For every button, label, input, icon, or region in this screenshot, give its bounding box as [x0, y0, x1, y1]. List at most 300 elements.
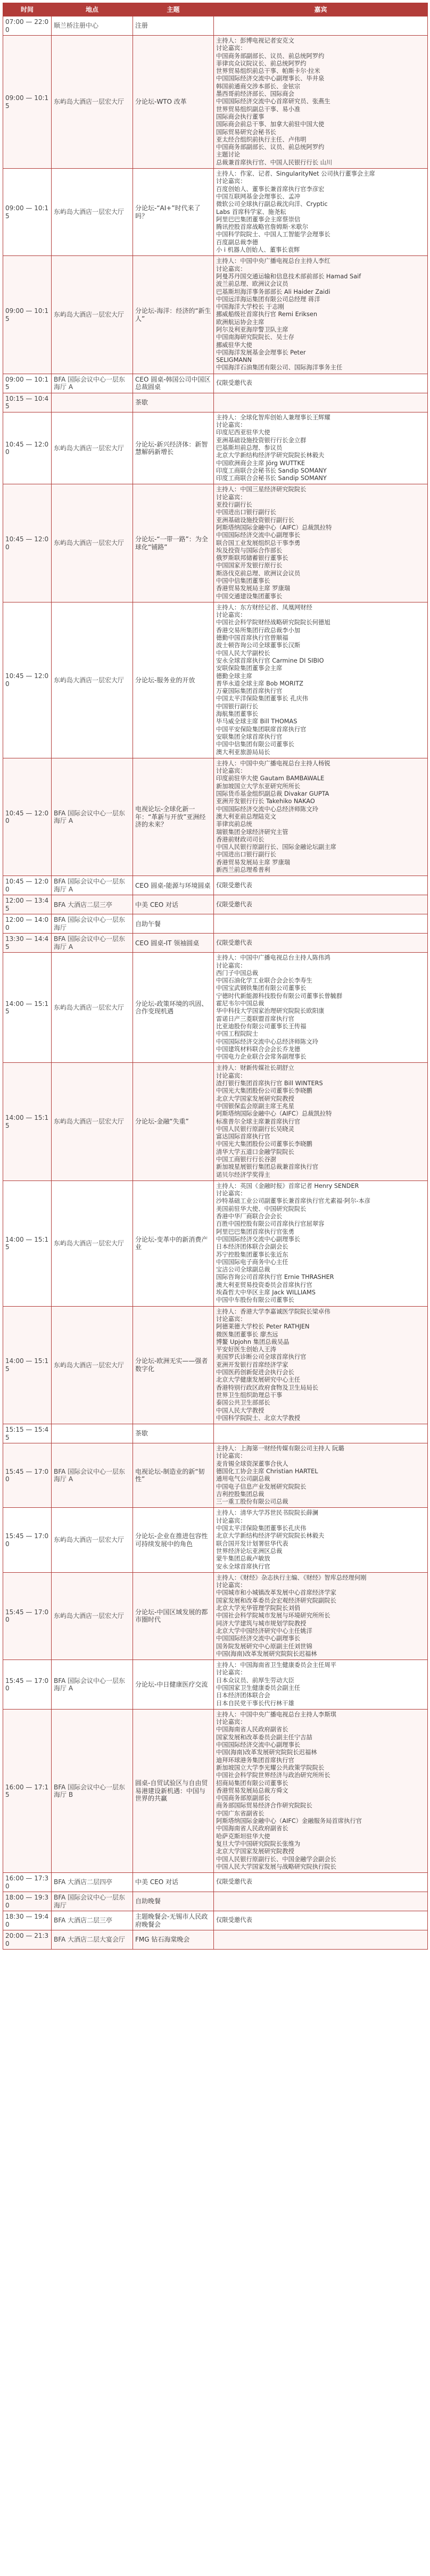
- guest-line: 韩国前通商交涉本部长、金铉宗: [216, 82, 301, 90]
- session-guests: [214, 953, 428, 1063]
- guest-line: 北京大学国家发展研究院教授: [216, 1095, 294, 1102]
- guest-line: 中国社会科学院财经战略研究院院长何德旭: [216, 619, 330, 626]
- guest-line: 毕马威全球主席 Bill THOMAS: [216, 718, 297, 725]
- guest-line: 澳大利亚前总理陆克文: [216, 813, 276, 820]
- guest-line: 亚洲开发银行行长 Takehiko NAKAO: [216, 798, 315, 805]
- schedule-row: [3, 1572, 428, 1659]
- guest-line: 中国国家卫生健康委员会副主任: [216, 1685, 301, 1691]
- guest-line: 中国平安保险集团联席首席执行官: [216, 725, 307, 733]
- schedule-row: [3, 914, 428, 934]
- session-venue: BFA 大酒店二层三亭: [52, 1911, 133, 1930]
- session-time: 13:30 — 14:45: [3, 934, 52, 953]
- guest-line: 中国商务部副部长、议员、前总统阿罗约: [216, 52, 325, 60]
- guest-line: 麦肯锡全球资深董事合伙人: [216, 1460, 288, 1467]
- guest-line: 北京大学中国经济研究中心主任姚洋: [216, 1627, 312, 1634]
- guest-line: 主持人：英国《金融时报》首席记者 Henry SENDER: [216, 1182, 359, 1190]
- guest-line: 中国国际经济交流中心首席研究员、张燕生: [216, 98, 330, 105]
- session-topic: 分论坛-政策环境的巩固、合作变现机遇: [133, 953, 214, 1063]
- session-topic: FMG 钻石海棠晚会: [133, 1930, 214, 1950]
- session-topic: 分论坛-金融“失重”: [133, 1063, 214, 1180]
- schedule-row: [3, 758, 428, 876]
- session-topic: 茶歇: [133, 1424, 214, 1443]
- guest-line: 诺贝尔经济学奖得主: [216, 1171, 270, 1178]
- guest-line: 中国交通建设集团董事长: [216, 592, 283, 600]
- session-topic: CEO 圆桌-IT 领袖圆桌: [133, 934, 214, 953]
- guest-line: 安永全球首席执行官: [216, 1563, 270, 1570]
- session-topic: 电视论坛-制造业的新“韧性”: [133, 1443, 214, 1508]
- session-guests: [214, 374, 428, 393]
- session-venue: 东屿岛大酒店一层宏大厅: [52, 953, 133, 1063]
- guest-line: 日本经济团体联合会副会长: [216, 1243, 288, 1251]
- header-time: 时间: [3, 3, 52, 16]
- session-topic: 中美 CEO 对话: [133, 1873, 214, 1892]
- session-time: 15:45 — 17:00: [3, 1443, 52, 1508]
- guest-line: 主持人：中国海南省卫生健康委员会主任周平: [216, 1662, 336, 1669]
- schedule-row: [3, 256, 428, 374]
- guest-line: 美国罗氏诊断公司全球首席执行官: [216, 1353, 307, 1361]
- session-topic: 注册: [133, 16, 214, 36]
- guest-line: 中国海洋发展基金会理事长 Peter: [216, 349, 306, 356]
- guest-line: 主持人：全球化智库创始人兼理事长王辉耀: [216, 414, 330, 421]
- guest-line: 腾讯控股首席战略官詹姆斯·米歇尔: [216, 224, 309, 231]
- schedule-row: [3, 1911, 428, 1930]
- session-time: 15:15 — 15:45: [3, 1424, 52, 1443]
- schedule-row: [3, 1660, 428, 1710]
- guest-line: 标准普尔全球主席兼首席执行官: [216, 1118, 301, 1125]
- guest-line: 中国中车股份有限公司董事长: [216, 1297, 294, 1304]
- session-topic: 主题晚餐会-无锡市人民政府晚餐会: [133, 1911, 214, 1930]
- guest-line: 阿里巴巴集团首席执行官张勇: [216, 1228, 294, 1235]
- session-venue: 东屿岛大酒店一层宏大厅: [52, 256, 133, 374]
- guest-line: 俄罗斯联邦储蓄银行董事长: [216, 555, 288, 562]
- session-topic: 茶歇: [133, 393, 214, 412]
- guest-line: 仅限受邀代表: [216, 881, 252, 889]
- guest-line: 中国人民大学国家发展与战略研究院执行院长: [216, 1863, 336, 1870]
- guest-line: 中国电子信息产业发展研究院院长: [216, 1483, 307, 1490]
- schedule-row: [3, 1930, 428, 1950]
- header-topic: 主题: [133, 3, 214, 16]
- guest-line: 中国远洋海运集团有限公司总经理 蒋洋: [216, 295, 320, 303]
- guest-line: 国际贸易研究会秘书长: [216, 128, 276, 136]
- schedule-row: [3, 1424, 428, 1443]
- session-venue: 东屿岛大酒店一层宏大厅: [52, 484, 133, 602]
- schedule-row: [3, 1873, 428, 1892]
- guest-line: 中国中信集团董事长: [216, 577, 270, 584]
- guest-line: 苏宁控股集团董事长张近东: [216, 1251, 288, 1258]
- session-guests: [214, 256, 428, 374]
- session-topic: 分论坛-“一带一路”：为全球化“铺路”: [133, 484, 214, 602]
- guest-line: 日本自民党干事长代行林干雄: [216, 1699, 294, 1707]
- session-venue: BFA 国际会议中心一层东海厅 A: [52, 876, 133, 895]
- guest-line: 波兰前总理、欧洲议会议员: [216, 280, 288, 288]
- guest-line: 国际货币基金组织副总裁 Divakar GUPTA: [216, 790, 329, 798]
- guest-line: 国务院发展研究中心原副主任刘世锦: [216, 1642, 312, 1650]
- guest-line: 讨论嘉宾：: [216, 493, 246, 501]
- session-guests: [214, 1424, 428, 1443]
- guest-line: 主持人：中国中广播电视总台主持人陈伟鸿: [216, 954, 330, 962]
- guest-line: 埃及投资与国际合作部长: [216, 547, 283, 554]
- session-time: 10:15 — 10:45: [3, 393, 52, 412]
- session-guests: [214, 169, 428, 256]
- session-guests: [214, 16, 428, 36]
- guest-line: 宁德时代新能源科技股份有限公司董事长曾毓群: [216, 992, 343, 1000]
- session-time: 09:00 — 10:15: [3, 374, 52, 393]
- schedule-row: [3, 1063, 428, 1180]
- guest-line: 中国进出口银行副行长: [216, 509, 276, 516]
- session-time: 10:45 — 12:00: [3, 602, 52, 758]
- guest-line: 中国石油化学工业联合会会长李寿生: [216, 977, 312, 985]
- session-guests: [214, 393, 428, 412]
- guest-line: 日本众议员、前厚生劳动大臣: [216, 1677, 294, 1684]
- guest-line: 北京大学光华管理学院院长刘俏: [216, 1605, 301, 1612]
- guest-line: 三一重工股份有限公司总裁: [216, 1498, 288, 1506]
- guest-line: 挪威驻华大使: [216, 341, 252, 349]
- guest-line: 中国海南省人民政府副省长: [216, 1825, 288, 1832]
- session-guests: [214, 1572, 428, 1659]
- guest-line: 香港贸易发展局主席 罗康瑞: [216, 858, 291, 866]
- guest-line: 国际商会前总干事、加拿大前驻中国大使: [216, 121, 325, 128]
- session-guests: [214, 412, 428, 484]
- guest-line: 国家发展和改革委员会宏观经济研究院副院长: [216, 1597, 336, 1604]
- guest-line: 中国国际经济交流中心总经济师陈文玲: [216, 805, 319, 813]
- session-topic: CEO 圆桌-韩国公司中国区总裁圆桌: [133, 374, 214, 393]
- guest-line: 香港中华厂商联合会会长: [216, 1213, 283, 1220]
- guest-line: 中国国际电子商务中心主任: [216, 1258, 288, 1266]
- session-time: 14:00 — 15:15: [3, 1063, 52, 1180]
- session-time: 10:45 — 12:00: [3, 484, 52, 602]
- guest-line: 中国商务部原副部长: [216, 1795, 270, 1802]
- guest-line: 新加坡国立大学东亚研究所所长: [216, 782, 301, 790]
- guest-line: 讨论嘉宾：: [216, 1072, 246, 1079]
- guest-line: SELIGMANN: [216, 357, 252, 364]
- guest-line: 主持人：清华大学苏世民书院院长薛澜: [216, 1509, 319, 1517]
- session-guests: [214, 1063, 428, 1180]
- schedule-table: [3, 3, 428, 1950]
- guest-line: 讨论嘉宾：: [216, 1452, 246, 1460]
- schedule-row: [3, 602, 428, 758]
- session-guests: [214, 1709, 428, 1872]
- session-venue: 东屿岛大酒店一层宏大厅: [52, 602, 133, 758]
- schedule-row: [3, 1306, 428, 1424]
- schedule-row: [3, 876, 428, 895]
- guest-line: Labs 首席科学家、施尧耘: [216, 208, 286, 216]
- schedule-row: [3, 1443, 428, 1508]
- guest-line: 挪威船级社首席执行官 Remi Eriksen: [216, 311, 318, 318]
- guest-line: 中国国家开发银行原行长: [216, 562, 283, 569]
- guest-line: 中国宝武钢铁集团有限公司董事长: [216, 985, 307, 992]
- session-venue: BFA 国际会议中心一层东海厅: [52, 914, 133, 934]
- guest-line: 中国工程院院士: [216, 1030, 259, 1038]
- guest-line: 仅限受邀代表: [216, 1878, 252, 1886]
- guest-line: 讨论嘉宾：: [216, 1669, 246, 1677]
- guest-line: 讨论嘉宾：: [216, 178, 246, 185]
- header-place: 地点: [52, 3, 133, 16]
- guest-line: 中国科学院院士、北京大学教授: [216, 1414, 301, 1422]
- session-time: 12:00 — 14:00: [3, 914, 52, 934]
- guest-line: 通用电气公司副总裁: [216, 1475, 270, 1483]
- schedule-row: [3, 36, 428, 169]
- guest-line: 中国光大集团股份公司董事长李晓鹏: [216, 1141, 312, 1148]
- session-guests: [214, 876, 428, 895]
- guest-line: 富达国际首席执行官: [216, 1133, 270, 1141]
- session-venue: 东屿岛大酒店一层宏大厅: [52, 1508, 133, 1572]
- session-time: 18:00 — 19:30: [3, 1892, 52, 1911]
- schedule-row: [3, 953, 428, 1063]
- session-time: 09:00 — 10:15: [3, 36, 52, 169]
- guest-line: 美国前驻华大使、中国研究院院长: [216, 1205, 307, 1212]
- session-topic: 分论坛-“AI+”时代来了吗？: [133, 169, 214, 256]
- guest-line: 讨论嘉宾：: [216, 1517, 246, 1524]
- session-venue: BFA 大酒店二层大宴会厅: [52, 1930, 133, 1950]
- guest-line: 主持人：上海第一财经传媒有限公司主持人 阮璐: [216, 1445, 344, 1452]
- guest-line: 国际咨询公司首席执行官 Ernie THRASHER: [216, 1274, 334, 1281]
- session-venue: 顺兰桥注册中心: [52, 16, 133, 36]
- guest-line: 世界贸易组织前总干事、帕斯卡尔·拉米: [216, 68, 320, 75]
- guest-line: 华中科技大学国家治理研究院院长欧阳康: [216, 1008, 325, 1015]
- session-time: 15:45 — 17:00: [3, 1508, 52, 1572]
- guest-line: 主持人：作家、记者、SingularityNet 公司执行董事会主席: [216, 170, 375, 178]
- guest-line: 微医集团董事长 廖杰远: [216, 1331, 278, 1338]
- guest-line: 亚洲基础设施投资银行副行长: [216, 516, 294, 524]
- guest-line: 仅限受邀代表: [216, 379, 252, 387]
- session-topic: 分论坛-服务业的开放: [133, 602, 214, 758]
- guest-line: 清华大学五道口金融学院院长: [216, 1148, 294, 1155]
- session-time: 09:00 — 10:15: [3, 169, 52, 256]
- guest-line: 世界贸易组织副总干事、易小准: [216, 105, 301, 113]
- session-topic: 电视论坛-全球化新一年：“革新与开放”亚洲经济的未来？: [133, 758, 214, 876]
- session-guests: [214, 895, 428, 914]
- guest-line: 新加坡星展银行集团总裁兼首席执行官: [216, 1163, 319, 1171]
- schedule-body: [3, 16, 428, 1950]
- schedule-row: [3, 895, 428, 914]
- session-topic: 分论坛-企业在推进包容性可持续发展中的角色: [133, 1508, 214, 1572]
- guest-line: 吉利控股集团总裁: [216, 1490, 264, 1498]
- guest-line: 香港贸易发展局主席 罗康瑞: [216, 585, 291, 592]
- session-venue: BFA 国际会议中心一层东海厅 A: [52, 934, 133, 953]
- schedule-row: [3, 169, 428, 256]
- guest-line: 中国南海研究院院长、吴士存: [216, 334, 294, 341]
- guest-line: 百胜中国控股有限公司首席执行官屈翠容: [216, 1220, 325, 1228]
- guest-line: 阿尔及利亚海岸警卫队主席: [216, 326, 288, 333]
- guest-line: 中国海南省人民政府副省长: [216, 1726, 288, 1733]
- session-time: 10:45 — 12:00: [3, 876, 52, 895]
- session-guests: [214, 1930, 428, 1950]
- guest-line: 哈萨克斯坦驻华大使: [216, 1832, 270, 1840]
- session-guests: [214, 484, 428, 602]
- guest-line: 中国城市和小城镇改革发展中心首席经济学家: [216, 1589, 336, 1597]
- guest-line: 瑞银集团全球经济研究主管: [216, 828, 288, 836]
- guest-line: 仅限受邀代表: [216, 901, 252, 908]
- session-venue: [52, 1424, 133, 1443]
- guest-line: 微软公司全球执行副总裁沈向洋、Cryptic: [216, 201, 328, 208]
- guest-line: 德勤中国首席执行官曾顺福: [216, 634, 288, 642]
- session-guests: [214, 1873, 428, 1892]
- guest-line: 百度副总裁李德: [216, 238, 259, 246]
- guest-line: 中国电力企业联合会常务副理事长: [216, 1053, 307, 1061]
- guest-line: 日本经济团体联合会: [216, 1692, 270, 1699]
- guest-line: 讨论嘉宾：: [216, 1190, 246, 1198]
- session-guests: [214, 1508, 428, 1572]
- guest-line: 主持人：中国三星经济研究院院长: [216, 486, 307, 493]
- guest-line: 巴基斯坦前总理、参议员: [216, 444, 283, 451]
- guest-line: 印度尼西亚驻华大使: [216, 429, 270, 436]
- guest-line: 中国互联网基金会理事长、孟冲: [216, 193, 301, 200]
- guest-line: 仅限受邀代表: [216, 939, 252, 946]
- guest-line: 中国光大集团股份公司董事长李晓鹏: [216, 1087, 312, 1095]
- header-guests: 嘉宾: [214, 3, 428, 16]
- guest-line: 中国(海南)改革发展研究院院长迟福林: [216, 1650, 317, 1657]
- session-venue: BFA 国际会议中心一层东海厅 A: [52, 1443, 133, 1508]
- guest-line: 中国海洋石油集团有限公司、国际海洋事务主任: [216, 364, 343, 371]
- guest-line: 普华永道全球主席 Bob MORITZ: [216, 680, 303, 687]
- session-time: 18:30 — 19:40: [3, 1911, 52, 1930]
- guest-line: 波士顿咨询公司全球董事长汉斯: [216, 642, 301, 649]
- guest-line: 亚洲开发银行首席经济学家: [216, 1361, 288, 1368]
- schedule-row: [3, 934, 428, 953]
- guest-line: 中国海洋大学校长 于志刚: [216, 303, 284, 311]
- session-venue: BFA 大酒店二层四亭: [52, 1873, 133, 1892]
- guest-line: 北京大学新结构经济学研究院院长林毅夫: [216, 1532, 325, 1540]
- guest-line: 中国国际经济交流中心副理事长: [216, 1741, 301, 1749]
- session-topic: 中美 CEO 对话: [133, 895, 214, 914]
- session-venue: 东屿岛大酒店一层宏大厅: [52, 169, 133, 256]
- session-topic: 圆桌-自贸试验区与自由贸易港建设新机遇：中国与世界的共赢: [133, 1709, 214, 1872]
- guest-line: 宝洁公司全球副总裁: [216, 1266, 270, 1274]
- guest-line: 澳大利亚贸易投资委员会首席执行官: [216, 1281, 312, 1289]
- session-guests: [214, 1911, 428, 1930]
- session-topic: 分论坛-中国区域发展的都市圈时代: [133, 1572, 214, 1659]
- guest-line: 博鳌 Upjohn 集团总裁吴晶: [216, 1338, 290, 1345]
- session-venue: 东屿岛大酒店一层宏大厅: [52, 1306, 133, 1424]
- guest-line: 同济大学建筑与城市规划学院教授: [216, 1620, 307, 1627]
- guest-line: 阿里巴巴集团董事会主席蔡崇信: [216, 216, 301, 223]
- guest-line: 德国化工协会主席 Christian HARTEL: [216, 1467, 318, 1475]
- guest-line: 中国太平洋保险集团董事长孔庆伟: [216, 1525, 307, 1532]
- guest-line: 中国(海南)改革发展研究院院长迟福林: [216, 1749, 317, 1756]
- guest-line: 迪拜环球港务集团首席执行官: [216, 1756, 294, 1764]
- guest-line: 德勤全球主席: [216, 672, 252, 680]
- schedule-row: [3, 1180, 428, 1306]
- session-venue: BFA 国际会议中心一层东海厅 A: [52, 374, 133, 393]
- session-venue: BFA 大酒店二层三亭: [52, 895, 133, 914]
- session-time: 15:45 — 17:00: [3, 1572, 52, 1659]
- guest-line: 平安好医生创始人王涛: [216, 1346, 276, 1353]
- guest-line: 香港特别行政区政府食物及卫生局局长: [216, 1384, 319, 1391]
- guest-line: 菲律宾众议院议长、前总统阿罗约: [216, 60, 307, 67]
- guest-line: 万豪国际集团首席执行官: [216, 688, 283, 695]
- guest-line: 中国欧洲商会主席 Jörg WUTTKE: [216, 459, 305, 467]
- guest-line: 中国商务部副部长、议员、前总统阿罗约: [216, 144, 325, 151]
- guest-line: 香港前财政司司长: [216, 836, 264, 843]
- guest-line: 讨论嘉宾：: [216, 767, 246, 775]
- guest-line: 阿斯塔纳国际金融中心（AIFC）总裁凯拉特: [216, 1110, 332, 1118]
- session-time: 14:00 — 15:15: [3, 1180, 52, 1306]
- guest-line: 阿曼苏丹国交通运输和信息技术部前部长 Hamad Saif: [216, 273, 361, 280]
- guest-line: 新西兰前总理希普利: [216, 866, 270, 873]
- guest-line: 澳大利亚旅游局局长: [216, 748, 270, 756]
- guest-line: 主题讨论: [216, 151, 241, 159]
- schedule-row: [3, 1892, 428, 1911]
- guest-line: 世界经济论坛亚洲区总裁: [216, 1547, 283, 1555]
- session-topic: 分论坛-中日健康医疗交流: [133, 1660, 214, 1710]
- guest-line: 总裁兼首席执行官、中国人民银行行长 山川: [216, 159, 333, 166]
- guest-line: 主持人：中国中央广播电视总台主持人李斯琪: [216, 1711, 336, 1718]
- guest-line: 中国国际经济交流中心副理事长、毕井泉: [216, 75, 325, 82]
- guest-line: 中国工商银行行长谷澍: [216, 1156, 276, 1163]
- guest-line: 比亚迪股份有限公司董事长王传福: [216, 1022, 307, 1030]
- guest-line: 中国社会科学院城市发展与环境研究所所长: [216, 1612, 330, 1620]
- guest-line: 海航集团董事长: [216, 711, 259, 718]
- session-venue: 东屿岛大酒店一层宏大厅: [52, 36, 133, 169]
- guest-line: 主持人：彭博电视记者安克文: [216, 37, 294, 44]
- session-topic: 分论坛-新兴经济体：新智慧解码新增长: [133, 412, 214, 484]
- guest-line: 蒙牛集团总裁卢敏放: [216, 1555, 270, 1563]
- guest-line: 中国银行副行长: [216, 703, 259, 710]
- session-time: 07:00 — 22:00: [3, 16, 52, 36]
- schedule-row: [3, 412, 428, 484]
- guest-line: 中国人民银行原副行长、国际金融论坛副主席: [216, 844, 336, 851]
- guest-line: 泰国公共卫生部部长: [216, 1399, 270, 1407]
- guest-line: 主持人：东方财经记者、凤凰网财经: [216, 604, 312, 611]
- guest-line: 西门子中国总裁: [216, 969, 259, 977]
- session-topic: 分论坛-海洋：经济的“新生人”: [133, 256, 214, 374]
- guest-line: 讨论嘉宾：: [216, 962, 246, 969]
- guest-line: 中国太平洋保险集团董事长 孔庆伟: [216, 695, 309, 703]
- session-guests: [214, 758, 428, 876]
- guest-line: 中国进出口银行副行长: [216, 851, 276, 858]
- guest-line: 中国建筑材料联合会会长乔龙德: [216, 1045, 301, 1053]
- guest-line: 阿斯塔纳国际金融中心（AIFC）总裁凯拉特: [216, 524, 332, 531]
- session-time: 16:00 — 17:30: [3, 1873, 52, 1892]
- schedule-row: [3, 1508, 428, 1572]
- guest-line: 安联保险集团董事会主席: [216, 665, 283, 672]
- guest-line: 印度前驻华大使 Gautam BAMBAWALE: [216, 775, 325, 782]
- guest-line: 百度创始人、董事长兼首席执行官李彦宏: [216, 185, 325, 193]
- guest-line: 中国银保监会原副主席王兆星: [216, 1102, 294, 1110]
- guest-line: 中国国际经济交流中心副理事长: [216, 1235, 301, 1243]
- guest-line: 讨论嘉宾：: [216, 1719, 246, 1726]
- session-guests: [214, 1660, 428, 1710]
- guest-line: 渣打银行集团首席执行官 Bill WINTERS: [216, 1080, 323, 1087]
- guest-line: 阿斯塔纳国际金融中心（AIFC）金融服务局首席执行官: [216, 1818, 362, 1825]
- guest-line: 印度工商联合会秘书长 Sandip SOMANY: [216, 467, 327, 474]
- session-guests: [214, 602, 428, 758]
- guest-line: 中国广东省副省长: [216, 1810, 264, 1817]
- guest-line: 中国科学院院士、中国人工智能学会理事长: [216, 231, 330, 238]
- schedule-row: [3, 484, 428, 602]
- session-venue: BFA 国际会议中心一层东海厅: [52, 1892, 133, 1911]
- session-guests: [214, 1306, 428, 1424]
- guest-line: 世界卫生组织助理总干事: [216, 1391, 283, 1399]
- guest-line: 中国国际经济交流中心总经济师陈文玲: [216, 1038, 319, 1045]
- guest-line: 中国中信集团有限公司董事长: [216, 741, 294, 748]
- guest-line: 墨西哥前经济部长、国际商会: [216, 90, 294, 98]
- guest-line: 巴基斯坦海洋事务部部长 Ali Haider Zaidi: [216, 288, 330, 295]
- guest-line: 亚投行副行长: [216, 501, 252, 509]
- session-guests: [214, 1443, 428, 1508]
- guest-line: 沙特基础工业公司副董事长兼首席执行官尤素福·阿尔-本彦: [216, 1198, 371, 1205]
- guest-line: 安联集团全球首席执行官: [216, 733, 283, 740]
- guest-line: 小 i 机器人创始人、董事长袁辉: [216, 246, 300, 254]
- session-time: 10:45 — 12:00: [3, 412, 52, 484]
- schedule-row: [3, 393, 428, 412]
- guest-line: 招商局集团有限公司董事长: [216, 1779, 288, 1787]
- session-topic: 分论坛-变革中的新消费产业: [133, 1180, 214, 1306]
- session-guests: [214, 1892, 428, 1911]
- guest-line: 中国人民银行原副行长、中国金融学会副会长: [216, 1855, 336, 1863]
- guest-line: 讨论嘉宾：: [216, 1582, 246, 1589]
- guest-line: 仅限受邀代表: [216, 1917, 252, 1924]
